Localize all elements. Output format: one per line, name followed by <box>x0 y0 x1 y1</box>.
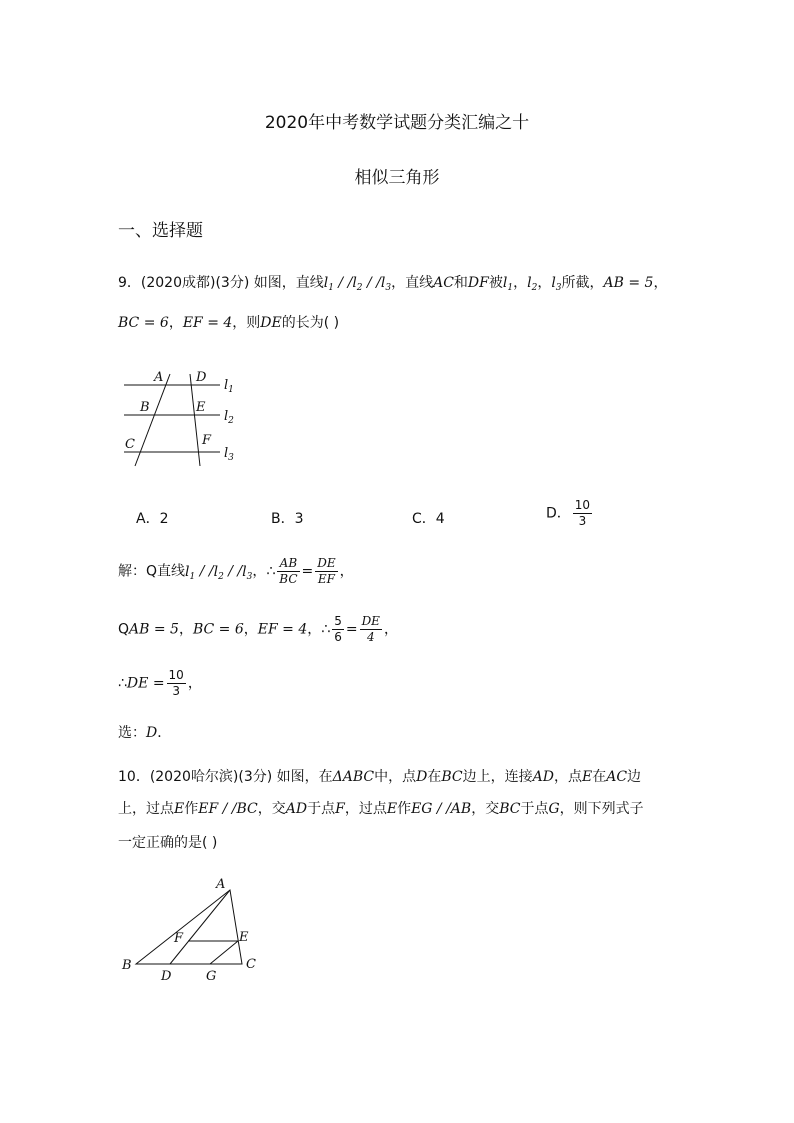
q9-label-l3: $l_3$ <box>224 446 234 463</box>
q9-sol2-ef: EF = 4 <box>257 621 308 638</box>
q10-l2-t1: 上，过点 <box>118 801 174 817</box>
q9-label-l2: $l_2$ <box>224 409 234 426</box>
q10-l2-egab: EG / /AB <box>411 801 472 817</box>
q9-sol-par2: / / <box>223 563 243 580</box>
q9-label-b: B <box>140 400 150 415</box>
q9-sol2-ab: AB = 5 <box>129 621 179 638</box>
q9-option-a[interactable]: A．2 <box>136 511 169 527</box>
q10-l2-bc: BC <box>499 801 521 817</box>
q9-sol-therefore: ，∴ <box>252 563 276 580</box>
q9-sol-eq1: = <box>301 563 314 580</box>
q10-l2-t6: 作 <box>397 801 412 817</box>
q9-option-d-frac: $\frac{10}{3}$ <box>574 498 591 528</box>
q9-sol-l1: $l_1$ <box>185 563 196 582</box>
q9-sol3-end: ， <box>187 675 202 692</box>
q10-l3-text: 一定正确的是( ) <box>118 835 218 851</box>
q9-sol2-therefore: ，∴ <box>307 621 331 638</box>
q9-sol-frac2: $\frac{DE}{EF}$ <box>317 556 336 586</box>
q9-sol3-frac: $\frac{10}{3}$ <box>168 668 184 698</box>
q10-t2: 在 <box>427 769 442 785</box>
q9-sol-par1: / / <box>195 563 214 580</box>
q9-comma2: ， <box>168 315 183 331</box>
q10-ac: AC <box>606 769 628 785</box>
q9-sol4-text: 选： <box>118 725 146 741</box>
q9-sol2-bc: BC = 6 <box>192 621 244 638</box>
q9-sol2-c2: ， <box>243 621 258 638</box>
q10-l2-t7: ，交 <box>471 801 500 817</box>
q9-solution-line1 <box>118 556 354 587</box>
q9-sol4-answer: D <box>146 725 158 741</box>
q9-option-d[interactable] <box>546 498 594 529</box>
q9-de: DE <box>260 315 282 331</box>
q9-bei: 被 <box>488 275 503 291</box>
q10-l2-t2: 作 <box>184 801 199 817</box>
q10-l2-e2: E <box>386 801 398 817</box>
q9-sol-end1: ， <box>339 563 354 580</box>
q10-intro: 10．(2020哈尔滨)(3分) 如图，在 <box>118 769 333 785</box>
q9-ac: AC <box>433 275 454 291</box>
q10-label-c: C <box>246 957 256 972</box>
q10-segment-ad <box>170 890 230 964</box>
q9-solution-line2 <box>118 614 398 645</box>
q10-ad: AD <box>532 769 554 785</box>
q10-t6: 边 <box>627 769 642 785</box>
q10-l2-e: E <box>174 801 185 817</box>
q10-l2-t5: ，过点 <box>344 801 387 817</box>
q9-sol2-end: ， <box>383 621 398 638</box>
q9-figure <box>116 366 246 472</box>
q9-sol3-de: DE = <box>126 675 165 692</box>
q9-l2-b: $l_2$ <box>527 275 538 293</box>
q10-label-f: F <box>174 931 184 946</box>
q9-sol2-frac2: $\frac{DE}{4}$ <box>361 614 380 644</box>
q9-sol-prefix: 解：Q直线 <box>118 563 186 580</box>
q10-stem-line3 <box>118 832 217 852</box>
q9-l1-b: $l_1$ <box>502 275 514 293</box>
q9-sol4-end: ． <box>157 725 172 741</box>
q9-cut: 所截， <box>561 275 604 291</box>
q9-then: ，则 <box>232 315 261 331</box>
q9-l1: $l_1$ <box>323 275 334 293</box>
q9-label-c: C <box>125 437 135 452</box>
q10-l2-t4: 于点 <box>307 801 336 817</box>
q10-label-b: B <box>122 958 132 973</box>
q9-sol-l3: $l_3$ <box>242 563 253 582</box>
q9-ef: EF = 4 <box>182 315 233 331</box>
q9-sol2-eq: = <box>345 621 358 638</box>
q9-sol2-c1: ， <box>178 621 193 638</box>
q10-label-a: A <box>216 877 226 892</box>
q9-sol2-frac1: $\frac{5}{6}$ <box>334 614 342 644</box>
q10-bc: BC <box>441 769 463 785</box>
q9-tail: 的长为( ) <box>281 315 340 331</box>
q10-l2-t3: ，交 <box>257 801 286 817</box>
q9-stem-intro: 9．(2020成都)(3分) 如图，直线 <box>118 275 324 291</box>
q9-l3-b: $l_3$ <box>551 275 562 293</box>
q10-l2-ad: AD <box>285 801 308 817</box>
q10-d: D <box>416 769 428 785</box>
q10-stem-line2 <box>118 798 644 818</box>
q10-stem-line1 <box>118 766 641 786</box>
q10-l2-efbc: EF / /BC <box>198 801 258 817</box>
q9-sep1: ， <box>513 275 528 291</box>
q9-stem-line1 <box>118 272 667 293</box>
q10-l2-g: G <box>548 801 560 817</box>
q10-tri: ΔABC <box>332 769 375 785</box>
q9-l2: $l_2$ <box>352 275 363 293</box>
q9-sol2-prefix: Q <box>118 621 130 638</box>
q9-par2: / / <box>362 275 381 291</box>
q9-par1: / / <box>333 275 353 291</box>
q9-option-b[interactable]: B．3 <box>271 511 304 527</box>
q9-comma: ， <box>653 275 668 291</box>
q10-label-e: E <box>239 930 249 945</box>
q10-figure <box>118 874 268 986</box>
section-heading: 一、选择题 <box>118 221 203 241</box>
q10-l2-t9: ，则下列式子 <box>559 801 644 817</box>
q9-label-a: A <box>154 370 164 385</box>
page-title: 2020年中考数学试题分类汇编之十 <box>264 113 530 133</box>
q9-label-d: D <box>196 370 207 385</box>
q9-solution-line4 <box>118 722 171 742</box>
q10-triangle-abc <box>136 890 242 964</box>
q9-sep2: ， <box>537 275 552 291</box>
q9-sol-frac1: $\frac{AB}{BC}$ <box>279 556 298 586</box>
q9-ab: AB = 5 <box>603 275 654 291</box>
q9-option-d-label: D． <box>546 505 571 522</box>
q9-bc: BC = 6 <box>118 315 169 331</box>
q10-e: E <box>581 769 593 785</box>
q9-and: 和 <box>453 275 468 291</box>
page-subtitle: 相似三角形 <box>354 168 440 188</box>
q9-label-l1: $l_1$ <box>224 378 234 395</box>
q9-solution-line3 <box>118 668 202 699</box>
q9-df: DF <box>467 275 489 291</box>
q10-segment-eg <box>210 941 238 964</box>
q10-l2-f: F <box>335 801 345 817</box>
q9-label-f: F <box>202 433 212 448</box>
q9-text-a: ，直线 <box>391 275 434 291</box>
q9-l3: $l_3$ <box>380 275 392 293</box>
q10-label-d: D <box>161 969 172 984</box>
q9-stem-line2 <box>118 312 339 332</box>
q10-l2-t8: 于点 <box>520 801 549 817</box>
q9-label-e: E <box>196 400 206 415</box>
q9-option-c[interactable]: C．4 <box>412 511 445 527</box>
q10-label-g: G <box>206 969 217 984</box>
q9-sol3-prefix: ∴ <box>118 675 127 692</box>
q9-sol-l2: $l_2$ <box>213 563 224 582</box>
q10-t4: ，点 <box>553 769 582 785</box>
q10-t1: 中，点 <box>374 769 417 785</box>
q10-t5: 在 <box>592 769 607 785</box>
q10-t3: 边上，连接 <box>462 769 533 785</box>
